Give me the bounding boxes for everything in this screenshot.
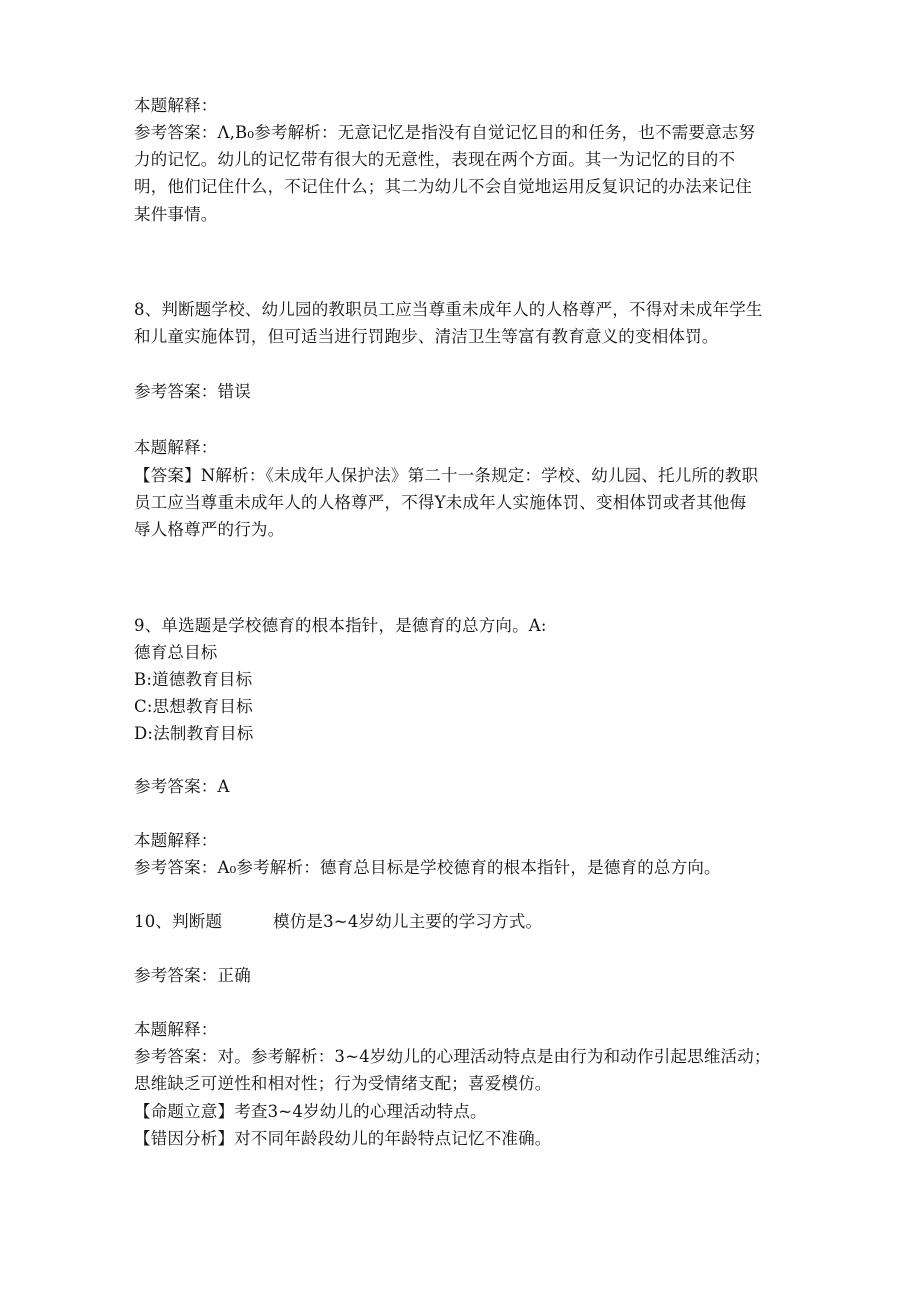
explain-label: 本题解释： (134, 1020, 218, 1039)
option-line: 德育总目标 (134, 643, 218, 662)
option-line: D:法制教育目标 (134, 724, 254, 743)
explain-line: 辱人格尊严的行为。 (134, 520, 285, 539)
explain-line: 力的记忆。幼儿的记忆带有很大的无意性，表现在两个方面。其一为记忆的目的不 (134, 150, 736, 169)
explain-label: 本题解释： (134, 438, 218, 457)
answer-line: 参考答案：正确 (134, 966, 251, 985)
explain-line: 某件事情。 (134, 205, 218, 224)
question-line: 9、单选题是学校德育的根本指针，是德育的总方向。A: (134, 616, 547, 635)
explain-line: 【命题立意】考查3~4岁幼儿的心理活动特点。 (134, 1102, 487, 1121)
option-line: C:思想教育目标 (134, 697, 253, 716)
answer-line: 参考答案：错误 (134, 382, 251, 401)
explain-line: 思维缺乏可逆性和相对性；行为受情绪支配；喜爱模仿。 (134, 1074, 552, 1093)
question-prefix: 10、判断题 (134, 912, 223, 931)
explain-line: 员工应当尊重未成年人的人格尊严，不得Y未成年人实施体罚、变相体罚或者其他侮 (134, 493, 747, 512)
explain-line: 参考答案：Λ,B₀参考解析：无意记忆是指没有自觉记忆目的和任务，也不需要意志努 (134, 123, 756, 142)
answer-line: 参考答案：A (134, 777, 230, 796)
explain-line: 参考答案：对。参考解析：3~4岁幼儿的心理活动特点是由行为和动作引起思维活动； (134, 1047, 771, 1066)
explain-label: 本题解释： (134, 96, 218, 115)
option-line: B:道德教育目标 (134, 670, 253, 689)
explain-line: 【答案】N解析：《未成年人保护法》第二十一条规定：学校、幼儿园、托儿所的教职 (134, 466, 759, 485)
explain-line: 【错因分析】对不同年龄段幼儿的年龄特点记忆不准确。 (134, 1129, 552, 1148)
question-line: 和儿童实施体罚，但可适当进行罚跑步、清洁卫生等富有教育意义的变相体罚。 (134, 327, 719, 346)
explain-label: 本题解释： (134, 831, 218, 850)
question-text: 模仿是3~4岁幼儿主要的学习方式。 (273, 912, 543, 931)
explain-line: 明，他们记住什么，不记住什么；其二为幼儿不会自觉地运用反复识记的办法来记住 (134, 177, 752, 196)
explain-line: 参考答案：A₀参考解析：德育总目标是学校德育的根本指针，是德育的总方向。 (134, 858, 721, 877)
question-line: 8、判断题学校、幼儿园的教职员工应当尊重未成年人的人格尊严，不得对未成年学生 (134, 300, 763, 319)
